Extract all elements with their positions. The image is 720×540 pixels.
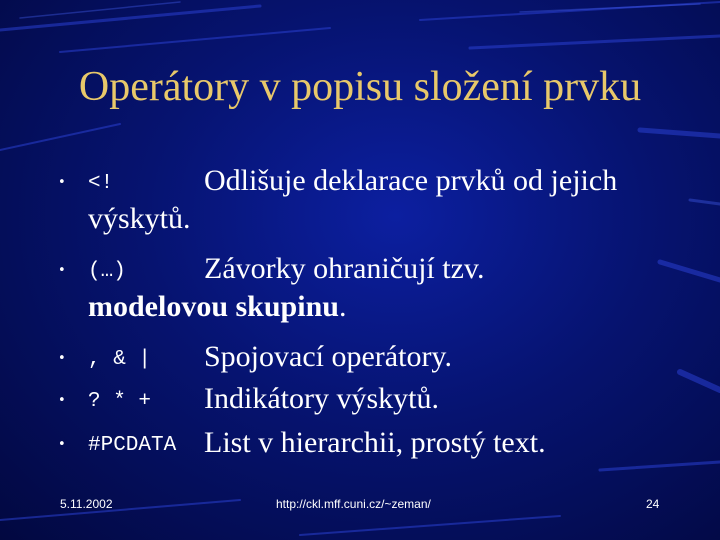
description-continuation: výskytů.: [88, 202, 191, 235]
description-continuation: [88, 290, 346, 324]
operator-description: Závorky ohraničují tzv.: [204, 252, 485, 285]
bullet-icon: •: [58, 393, 66, 408]
bullet-icon: •: [58, 263, 66, 278]
slide-title: Operátory v popisu složení prvku: [78, 64, 642, 110]
footer-date: 5.11.2002: [60, 497, 113, 511]
bullet-icon: •: [58, 351, 66, 366]
footer-url[interactable]: http://ckl.mff.cuni.cz/~zeman/: [276, 497, 431, 511]
operator-code: <!: [88, 172, 114, 195]
emphasized-term: modelovou skupinu: [88, 290, 339, 323]
page-number: 24: [646, 497, 660, 511]
operator-code: (…): [88, 260, 126, 283]
operator-description: Indikátory výskytů.: [204, 382, 439, 415]
operator-code: , & |: [88, 348, 152, 371]
operator-code: #PCDATA: [88, 434, 177, 457]
operator-description: Odlišuje deklarace prvků od jejich: [204, 164, 618, 197]
operator-description: Spojovací operátory.: [204, 340, 452, 373]
bullet-icon: •: [58, 175, 66, 190]
bullet-icon: •: [58, 437, 66, 452]
operator-description: List v hierarchii, prostý text.: [204, 426, 546, 459]
trailing-period: .: [338, 290, 347, 323]
operator-code: ? * +: [88, 390, 152, 413]
